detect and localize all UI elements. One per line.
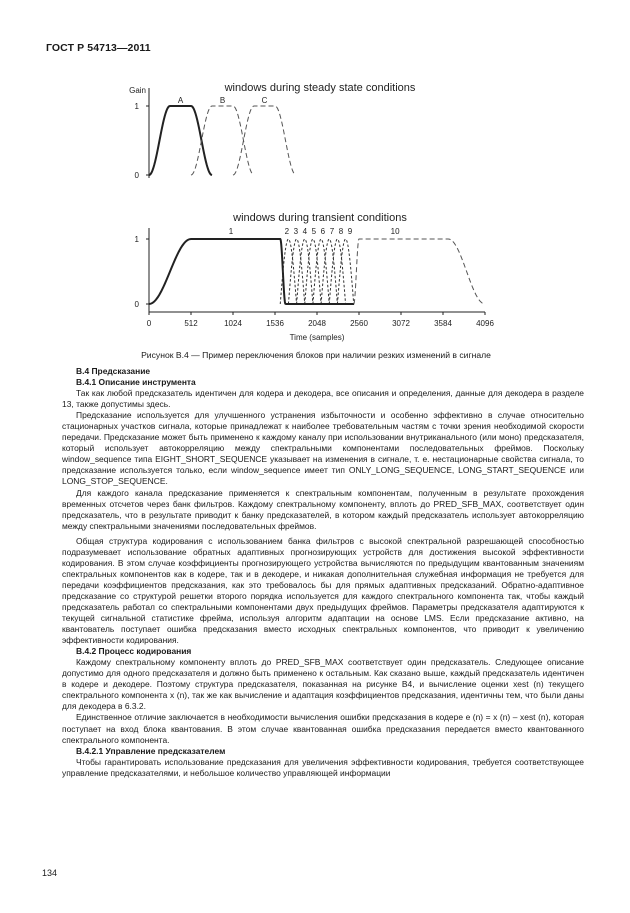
window-label-5: 5 <box>311 227 317 236</box>
x-tick-label-4096: 4096 <box>476 319 494 328</box>
series-window-1 <box>149 239 286 304</box>
figure-caption: Рисунок В.4 — Пример переключения блоков при наличии резких изменений в сигнале <box>141 350 491 360</box>
series-label-a: A <box>177 96 184 105</box>
document-header: ГОСТ Р 54713—2011 <box>46 42 151 54</box>
paragraph-4: Общая структура кодирования с использованием банка фильтров с высокой спектральной разрешающей способностью подразумевает использование обратных адаптивных прогнозирующих устройств для достижения высокой эффективности кодирования. В этом случае коэффициенты прогнозирующего устройства вычисляются по предыдущим квантованным значениям спектральных компонентов как в кодере, так и в декодере, и никакая дополнительная служебная информация не требуется для передачи коэффициентов предсказания, как это требовалось бы для прямых адаптивных предсказаний. Обратно-адаптивное предсказание со структурой решетки второго порядка используется для каждого спектрального компонента так, чтобы каждый предсказатель работал со спектральными компонентами двух предыдущих фреймов. Параметры предсказателя адаптируются к текущей сигнальной статистике фрейма, используя алгоритм адаптации на основе LMS. Если предсказание активно, на квантователь поступает ошибка предсказания вместо исходных спектральных компонентов, что приводит к увеличению эффективности кодирования. <box>62 535 584 646</box>
window-label-2: 2 <box>284 227 290 236</box>
paragraph-1: Так как любой предсказатель идентичен для кодера и декодера, все описания и определения, данные для декодера в разделе 13, также допустимы здесь. <box>62 388 584 410</box>
window-label-1: 1 <box>228 227 234 236</box>
chart-title: windows during steady state conditions <box>224 82 416 94</box>
x-tick-label-2560: 2560 <box>350 319 368 328</box>
y-tick-label-1: 1 <box>134 102 139 111</box>
section-heading-b42: В.4.2 Процесс кодирования <box>76 646 192 657</box>
paragraph-3: Для каждого канала предсказание применяется к спектральным компонентам, полученным в результате прохождения временных отсчетов через банк фильтров. Каждому спектральному компоненту, вплоть до PRED_SFB_MAX, соответствует один предсказатель, что в результате приводит к банку предсказателей, в котором каждый предсказатель использует автокорреляцию между спектральными значениями последовательных фреймов. <box>62 487 584 531</box>
window-label-3: 3 <box>293 227 299 236</box>
series-label-b: B <box>219 96 226 105</box>
y-tick-label-1: 1 <box>134 235 139 244</box>
x-tick-label-512: 512 <box>184 319 198 328</box>
page-number: 134 <box>42 868 58 878</box>
figure-window-switching <box>0 0 630 350</box>
paragraph-5: Каждому спектральному компоненту вплоть до PRED_SFB_MAX соответствует один предсказатель. Следующее описание допустимо для одного предсказателя и должно быть применено к остальным. Как сказано выше, каждый предсказатель идентичен в кодере и декодере. Поэтому структура предсказателя, показанная на рисунке В4, и вычисление оценки xest (n) текущего спектрального компонента x (n), так же как вычисление и адаптация коэффициентов предсказания, идентичны тем, что были даны для декодера в 6.3.2. <box>62 657 584 712</box>
window-label-9: 9 <box>347 227 353 236</box>
y-tick-label-0: 0 <box>134 300 139 309</box>
section-heading-b41: В.4.1 Описание инструмента <box>76 377 196 388</box>
paragraph-6: Единственное отличие заключается в необходимости вычисления ошибки предсказания в кодере e (n) = x (n) – xest (n), которая поступает на вход блока квантования. В этом случае квантованная ошибка предсказания передается вместо квантованного спектрального компонента. <box>62 712 584 745</box>
chart-title: windows during transient conditions <box>233 212 407 224</box>
series-label-c: C <box>261 96 268 105</box>
window-label-7: 7 <box>329 227 335 236</box>
series-short-window-9 <box>337 239 353 304</box>
section-heading-b421: В.4.2.1 Управление предсказателем <box>76 745 226 756</box>
x-tick-label-1024: 1024 <box>224 319 242 328</box>
window-label-4: 4 <box>302 227 308 236</box>
paragraph-2: Предсказание используется для улучшенного устранения избыточности и особенно эффективно в случае относительно стационарных участков сигнала, которые принадлежат к наиболее требовательным частям с точки зрения необходимой скорости передачи. Предсказание может быть применено к каждому каналу при использовании внутриканального (или моно) предсказателя, который использует автокорреляцию между спектральными компонентами последовательных фреймов. Поскольку window_sequence типа EIGHT_SHORT_SEQUENCE указывает на изменения в сигнале, т. е. нестационарные свойства сигнала, то предсказание используется только, если window_sequence имеет тип ONLY_LONG_SEQUENCE, LONG_START_SEQUENCE или LONG_STOP_SEQUENCE. <box>62 410 584 487</box>
window-label-6: 6 <box>320 227 326 236</box>
x-tick-label-3584: 3584 <box>434 319 452 328</box>
y-tick-label-0: 0 <box>134 171 139 180</box>
paragraph-7: Чтобы гарантировать использование предсказания для увеличения эффективности кодирования, требуется соответствующее управление предсказателями, и небольшое количество управляющей информации <box>62 756 584 778</box>
chart-transient <box>135 212 495 342</box>
window-label-10: 10 <box>390 227 400 236</box>
y-axis-label: Gain <box>129 86 146 95</box>
document-body <box>62 366 584 779</box>
section-heading-b4: В.4 Предсказание <box>76 366 151 376</box>
x-tick-label-2048: 2048 <box>308 319 326 328</box>
x-tick-label-3072: 3072 <box>392 319 410 328</box>
x-tick-label-0: 0 <box>146 319 152 328</box>
series-window-10 <box>354 239 485 304</box>
window-label-8: 8 <box>338 227 344 236</box>
x-tick-label-1536: 1536 <box>266 319 284 328</box>
series-c <box>233 106 296 175</box>
series-b <box>191 106 254 175</box>
chart-steady-state <box>129 82 416 180</box>
series-a <box>149 106 212 175</box>
x-axis-label: Time (samples) <box>289 333 345 342</box>
